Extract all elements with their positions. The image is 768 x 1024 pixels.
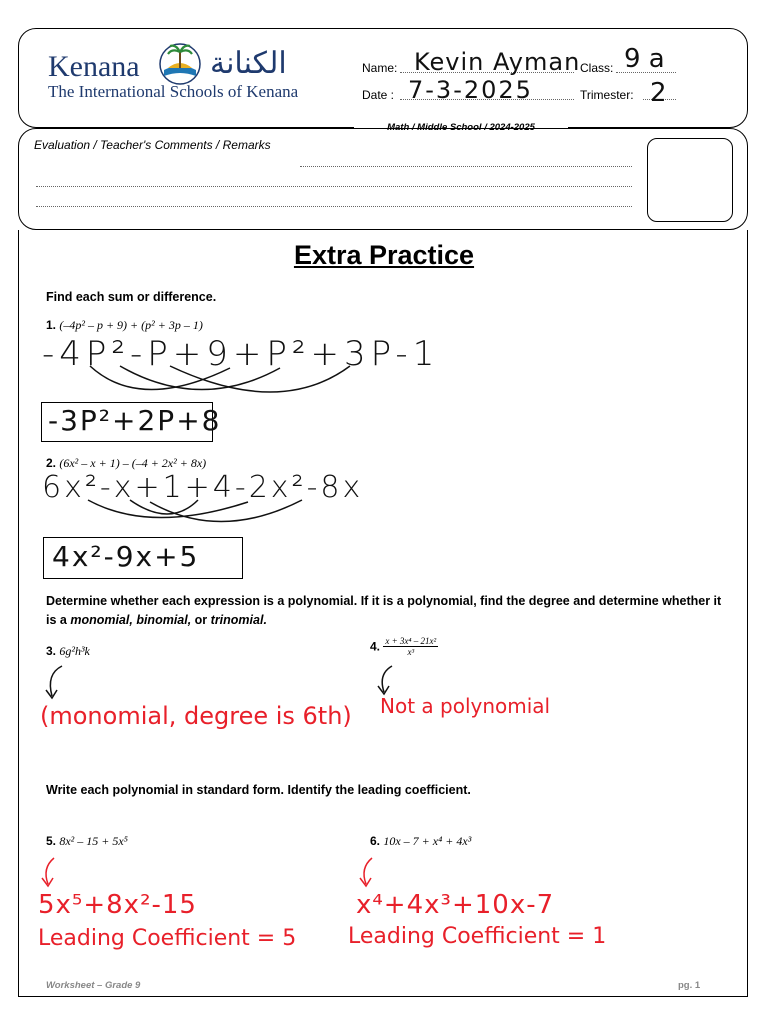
logo-emblem — [154, 40, 206, 86]
q6-leading-coefficient: Leading Coefficient = 1 — [348, 924, 607, 949]
q6-arrow-icon — [356, 856, 386, 890]
name-label: Name: — [362, 61, 398, 75]
kw-monomial: monomial, — [70, 613, 133, 627]
remarks-line-1 — [300, 166, 632, 167]
q5-leading-coefficient: Leading Coefficient = 5 — [38, 926, 297, 951]
remarks-line-2 — [36, 186, 632, 187]
arabic-school-name: الكنانة — [210, 47, 287, 80]
q2-work: 6x²-x+1+4-2x²-8x — [42, 470, 364, 505]
q2-number: 2. — [46, 456, 57, 470]
date-label: Date : — [362, 88, 395, 102]
q1 — [46, 318, 203, 333]
q4-arrow-icon — [374, 664, 404, 698]
footer-page-number: pg. 1 — [678, 980, 701, 991]
q4-number: 4. — [370, 639, 381, 654]
q6 — [370, 834, 471, 849]
q6-answer: x⁴+4x³+10x-7 — [356, 890, 555, 920]
q5-expression: 8x² – 15 + 5x⁵ — [59, 834, 128, 848]
q4 — [370, 636, 438, 657]
q5-arrow-icon — [38, 856, 68, 890]
kw-trinomial: trinomial. — [210, 613, 267, 627]
q5 — [46, 834, 128, 849]
q5-number: 5. — [46, 834, 57, 848]
q2 — [46, 456, 206, 471]
name-value: Kevin Ayman — [414, 48, 581, 76]
q2-grouping-arcs — [80, 498, 340, 538]
q3-answer: (monomial, degree is 6th) — [40, 702, 352, 730]
trimester-label: Trimester: — [580, 88, 634, 102]
section3-instruction: Write each polynomial in standard form. Identify the leading coefficient. — [46, 783, 471, 797]
class-label: Class: — [580, 61, 614, 75]
page-title: Extra Practice — [293, 240, 475, 270]
q2-expression: (6x² – x + 1) – (–4 + 2x² + 8x) — [59, 456, 207, 470]
date-value: 7-3-2025 — [408, 76, 533, 104]
q1-expression: (–4p² – p + 9) + (p² + 3p – 1) — [59, 318, 203, 332]
q3-expression: 6g²h³k — [59, 644, 90, 658]
q5-answer: 5x⁵+8x²-15 — [38, 890, 197, 920]
q6-number: 6. — [370, 834, 381, 848]
class-value: 9 a — [624, 44, 665, 74]
course-line: Math / Middle School / 2024-2025 — [354, 120, 568, 135]
grade-box — [647, 138, 733, 222]
q4-denominator: x³ — [407, 647, 415, 657]
footer-left: Worksheet – Grade 9 — [46, 980, 141, 991]
q6-expression: 10x – 7 + x⁴ + 4x³ — [383, 834, 472, 848]
q4-answer: Not a polynomial — [380, 694, 551, 718]
q3 — [46, 644, 90, 659]
school-subtitle: The International Schools of Kenana — [48, 82, 299, 101]
q2-answer: 4x²-9x+5 — [52, 540, 200, 573]
q4-numerator: x + 3x⁴ – 21x² — [385, 636, 437, 646]
evaluation-label: Evaluation / Teacher's Comments / Remarks — [34, 138, 271, 152]
section2-instruction — [46, 592, 726, 630]
q1-number: 1. — [46, 318, 57, 332]
q1-answer: -3P²+2P+8 — [48, 404, 222, 437]
remarks-line-3 — [36, 206, 632, 207]
section1-instruction: Find each sum or difference. — [46, 290, 217, 304]
q3-arrow-icon — [42, 664, 72, 704]
q3-number: 3. — [46, 644, 57, 658]
kw-binomial: binomial, — [136, 613, 192, 627]
kw-or: or — [191, 613, 211, 627]
section2-instruction-text: Determine whether each expression is a polynomial. If it is a polynomial, find the degree and determine whether it is a — [46, 594, 722, 627]
school-name: Kenana — [48, 50, 140, 83]
q1-work: -4P²-P+9+P²+3P-1 — [42, 334, 440, 374]
trimester-value: 2 — [650, 78, 667, 108]
